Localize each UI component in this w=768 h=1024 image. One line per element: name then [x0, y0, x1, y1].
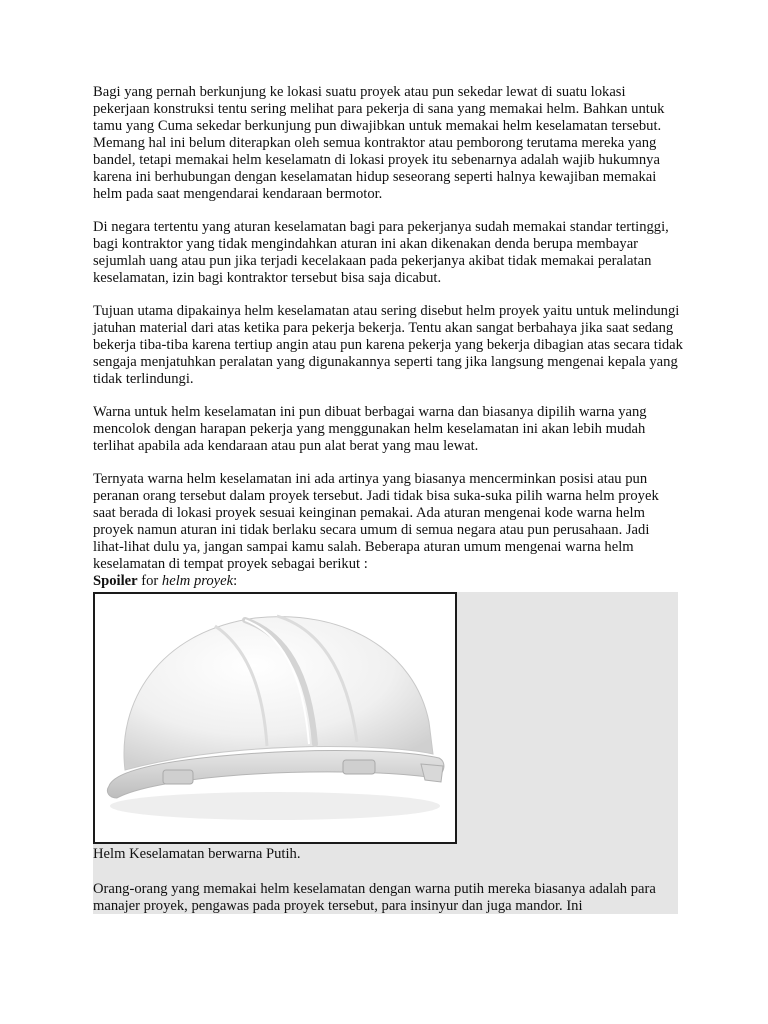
spoiler-paragraph: Orang-orang yang memakai helm keselamatan dengan warna putih mereka biasanya adalah para manajer proyek, pengawas pada proyek tersebut, para insinyur dan juga mandor. Ini: [93, 881, 656, 914]
spoiler-header[interactable]: [93, 573, 683, 590]
image-caption: Helm Keselamatan berwarna Putih.: [93, 846, 301, 862]
paragraph-2: Di negara tertentu yang aturan keselamatan bagi para pekerjanya sudah memakai standar tertinggi, bagi kontraktor yang tidak mengindahkan aturan ini akan dikenakan denda berupa membayar sejumlah uang atau pun jika terjadi kecelakaan pada pekerjanya akibat tidak memakai peralatan keselamatan, izin bagi kontraktor tersebut bisa saja dicabut.: [93, 219, 669, 286]
white-helmet-image: [93, 592, 457, 844]
paragraph-4: Warna untuk helm keselamatan ini pun dibuat berbagai warna dan biasanya dipilih warna yang mencolok dengan harapan pekerja yang menggunakan helm keselamatan ini akan lebih mudah terlihat apabila ada kendaraan atau pun alat berat yang mau lewat.: [93, 404, 647, 454]
document-page: [93, 84, 683, 914]
paragraph-5: Ternyata warna helm keselamatan ini ada artinya yang biasanya mencerminkan posisi atau pun peranan orang tersebut dalam proyek tersebut. Jadi tidak bisa suka-suka pilih warna helm proyek saat berada di lokasi proyek sesuai keinginan pemakai. Ada aturan mengenai kode warna helm proyek namun aturan ini tidak berlaku secara umum di semua negara atau pun perusahaan. Jadi lihat-lihat dulu ya, jangan sampai kamu salah. Beberapa aturan umum mengenai warna helm keselamatan di tempat proyek sebagai berikut :: [93, 471, 659, 572]
spoiler-colon: :: [233, 573, 238, 589]
spoiler-label: Spoiler: [93, 573, 138, 589]
spoiler-for-text: for: [137, 573, 162, 589]
helmet-illustration: [95, 594, 455, 842]
paragraph-1: Bagi yang pernah berkunjung ke lokasi suatu proyek atau pun sekedar lewat di suatu lokasi pekerjaan konstruksi tentu sering melihat para pekerja di sana yang memakai helm. Bahkan untuk tamu yang Cuma sekedar berkunjung pun diwajibkan untuk memakai helm keselamatan tersebut. Memang hal ini belum diterapkan oleh semua kontraktor atau pemborong terutama mereka yang bandel, tetapi memakai helm keselamatn di lokasi proyek itu sebenarnya adalah wajib hukumnya karena ini berhubungan dengan keselamatan hidup seseorang seperti halnya kewajiban memakai helm pada saat mengendarai kendaraan bermotor.: [93, 84, 665, 202]
paragraph-3: Tujuan utama dipakainya helm keselamatan atau sering disebut helm proyek yaitu untuk melindungi jatuhan material dari atas ketika para pekerja bekerja. Tentu akan sangat berbahaya jika saat sedang bekerja tiba-tiba karena tertiup angin atau pun karena pekerja yang bekerja dibagian atas secara tidak sengaja menjatuhkan peralatan yang digunakannya seperti tang jika langsung mengenai kepala yang tidak terlindungi.: [93, 303, 683, 387]
spoiler-content: [93, 592, 678, 914]
spoiler-title: helm proyek: [161, 573, 234, 589]
